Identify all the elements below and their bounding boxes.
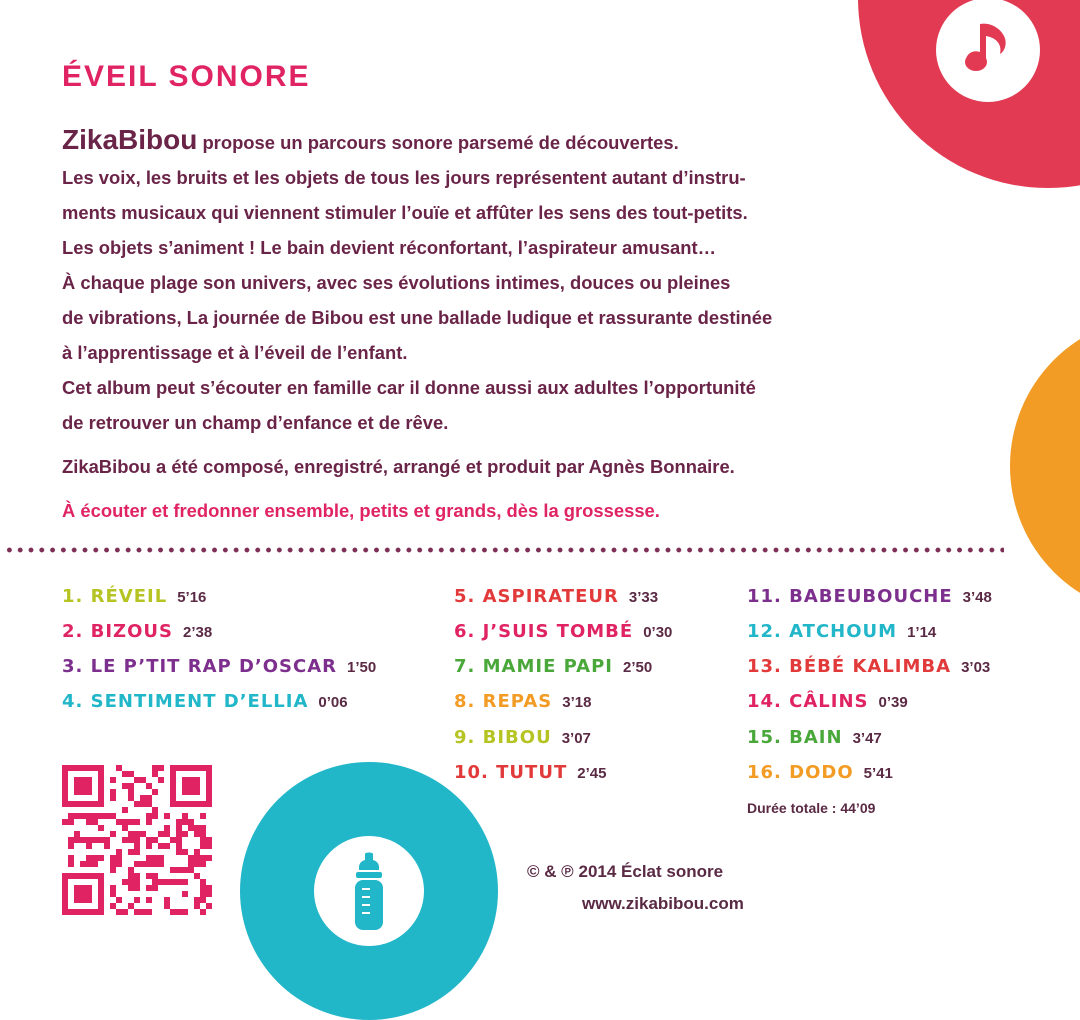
music-note-icon xyxy=(956,16,1020,80)
track-item: 8. REPAS 3’18 xyxy=(454,691,592,712)
credit-text: ZikaBibou a été composé, enregistré, arrangé et produit par Agnès Bonnaire. xyxy=(62,456,735,477)
qr-code[interactable] xyxy=(62,765,212,915)
intro-line: à l’apprentissage et à l’éveil de l’enfant. xyxy=(62,342,408,363)
brand-name: ZikaBibou xyxy=(62,124,198,155)
track-item: 12. ATCHOUM 1’14 xyxy=(747,621,937,642)
intro-paragraph xyxy=(62,122,862,440)
intro-line: Cet album peut s’écouter en famille car il donne aussi aux adultes l’opportunité xyxy=(62,377,756,398)
track-item: 7. MAMIE PAPI 2’50 xyxy=(454,656,653,677)
intro-first-line xyxy=(62,122,862,160)
track-item: 10. TUTUT 2’45 xyxy=(454,762,607,783)
intro-line: Les voix, les bruits et les objets de tous les jours représentent autant d’instru- xyxy=(62,167,746,188)
copyright-text: © & ℗ 2014 Éclat sonore xyxy=(527,862,724,881)
intro-line: ments musicaux qui viennent stimuler l’ouïe et affûter les sens des tout-petits. xyxy=(62,202,748,223)
track-item: 11. BABEUBOUCHE 3’48 xyxy=(747,586,992,607)
track-item: 16. DODO 5’41 xyxy=(747,762,893,783)
dotted-divider xyxy=(4,547,1004,553)
intro-line: À chaque plage son univers, avec ses évolutions intimes, douces ou pleines xyxy=(62,272,731,293)
track-item: 13. BÉBÉ KALIMBA 3’03 xyxy=(747,656,991,677)
baby-bottle-icon xyxy=(344,852,394,932)
page-title: ÉVEIL SONORE xyxy=(62,60,311,93)
decorative-disc-orange xyxy=(1010,316,1080,616)
intro-line: Les objets s’animent ! Le bain devient réconfortant, l’aspirateur amusant… xyxy=(62,237,717,258)
track-item: 14. CÂLINS 0’39 xyxy=(747,691,908,712)
track-item: 5. ASPIRATEUR 3’33 xyxy=(454,586,659,607)
total-duration: Durée totale : 44’09 xyxy=(747,800,876,816)
tagline-text: À écouter et fredonner ensemble, petits et grands, dès la grossesse. xyxy=(62,500,660,521)
intro-line: de vibrations, La journée de Bibou est une ballade ludique et rassurante destinée xyxy=(62,307,773,328)
track-item: 4. SENTIMENT D’ELLIA 0’06 xyxy=(62,691,348,712)
intro-line: de retrouver un champ d’enfance et de rêve. xyxy=(62,412,449,433)
track-item: 15. BAIN 3’47 xyxy=(747,727,882,748)
track-item: 2. BIZOUS 2’38 xyxy=(62,621,213,642)
track-item: 3. LE P’TIT RAP D’OSCAR 1’50 xyxy=(62,656,377,677)
website-link[interactable]: www.zikabibou.com xyxy=(582,894,744,913)
track-item: 9. BIBOU 3’07 xyxy=(454,727,591,748)
track-item: 6. J’SUIS TOMBÉ 0’30 xyxy=(454,621,673,642)
track-item: 1. RÉVEIL 5’16 xyxy=(62,586,207,607)
intro-lead-text: propose un parcours sonore parsemé de découvertes. xyxy=(197,132,679,153)
